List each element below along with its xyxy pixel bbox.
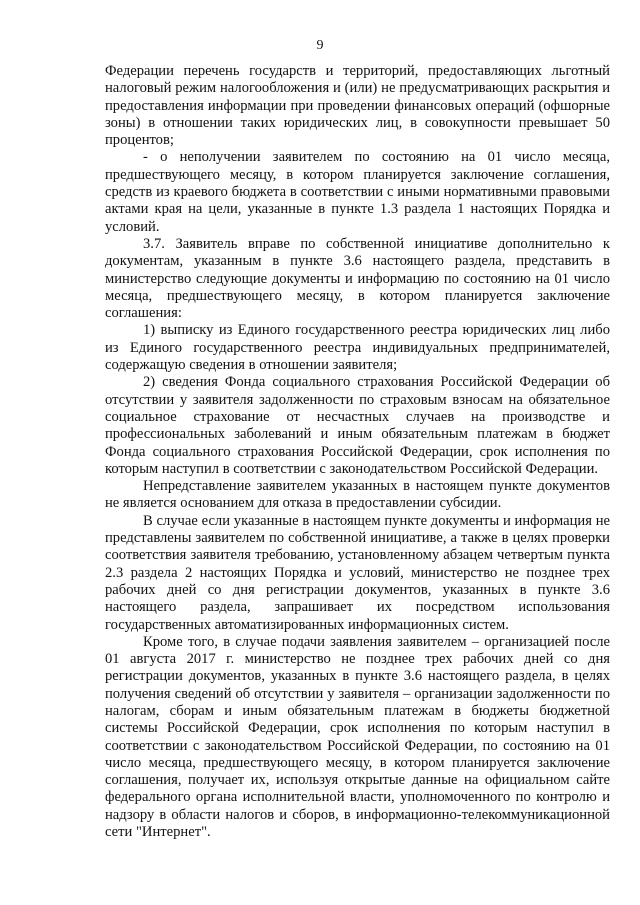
paragraph-ministry-request: В случае если указанные в настоящем пункте документы и информация не представлены заявителем по собственной инициативе, а также в целях проверки соответствия заявителя требованию, установленному абзацем четвертым пункта 2.3 раздела 2 настоящих Порядка и условий, министерство не позднее трех рабочих дней со дня регистрации документов, указанных в пункте 3.6 настоящего раздела, запрашивает их посредством использования государственных автоматизированных информационных систем. — [105, 512, 610, 633]
paragraph-non-submission: Непредставление заявителем указанных в настоящем пункте документов не является основанием для отказа в предоставлении субсидии. — [105, 478, 610, 512]
paragraph-no-regional-funds: - о неполучении заявителем по состоянию на 01 число месяца, предшествующего месяцу, в котором планируется заключение соглашения, средств из краевого бюджета в соответствии с иными нормативными правовыми актами края на цели, указанные в пункте 1.3 раздела 1 настоящих Порядка и условий. — [105, 149, 610, 235]
paragraph-item-2: 2) сведения Фонда социального страхования Российской Федерации об отсутствии у заявителя задолженности по страховым взносам на обязательное социальное страхование от несчастных случаев на производстве и профессиональных заболеваний и иным обязательным платежам в бюджет Фонда социального страхования Российской Федерации, срок исполнения по которым наступил в соответствии с законодательством Российской Федерации. — [105, 374, 610, 477]
paragraph-offshore-continuation: Федерации перечень государств и территорий, предоставляющих льготный налоговый режим налогообложения и (или) не предусматривающих раскрытия и предоставления информации при проведении финансовых операций (офшорные зоны) в отношении таких юридических лиц, в совокупности превышает 50 процентов; — [105, 63, 610, 149]
page-number: 9 — [316, 38, 324, 53]
paragraph-tax-check: Кроме того, в случае подачи заявления заявителем – организацией после 01 августа 2017 г. министерство не позднее трех рабочих дней со дня регистрации документов, указанных в пункте 3.6 настоящего раздела, в целях получения сведений об отсутствии у заявителя – организации задолженности по налогам, сборам и иным обязательным платежам в бюджеты бюджетной системы Российской Федерации, срок исполнения по которым наступил в соответствии с законодательством Российской Федерации, по состоянию на 01 число месяца, предшествующего месяцу, в котором планируется заключение соглашения, получает их, используя открытые данные на официальном сайте федерального органа исполнительной власти, уполномоченного по контролю и надзору в области налогов и сборов, в информационно-телекоммуникационной сети "Интернет". — [105, 633, 610, 841]
document-body — [105, 63, 610, 841]
paragraph-item-1: 1) выписку из Единого государственного реестра юридических лиц либо из Единого государственного реестра индивидуальных предпринимателей, содержащую сведения в отношении заявителя; — [105, 322, 610, 374]
paragraph-3-7: 3.7. Заявитель вправе по собственной инициативе дополнительно к документам, указанным в пункте 3.6 настоящего раздела, представить в министерство следующие документы и информацию по состоянию на 01 число месяца, предшествующего месяцу, в котором планируется заключение соглашения: — [105, 235, 610, 322]
